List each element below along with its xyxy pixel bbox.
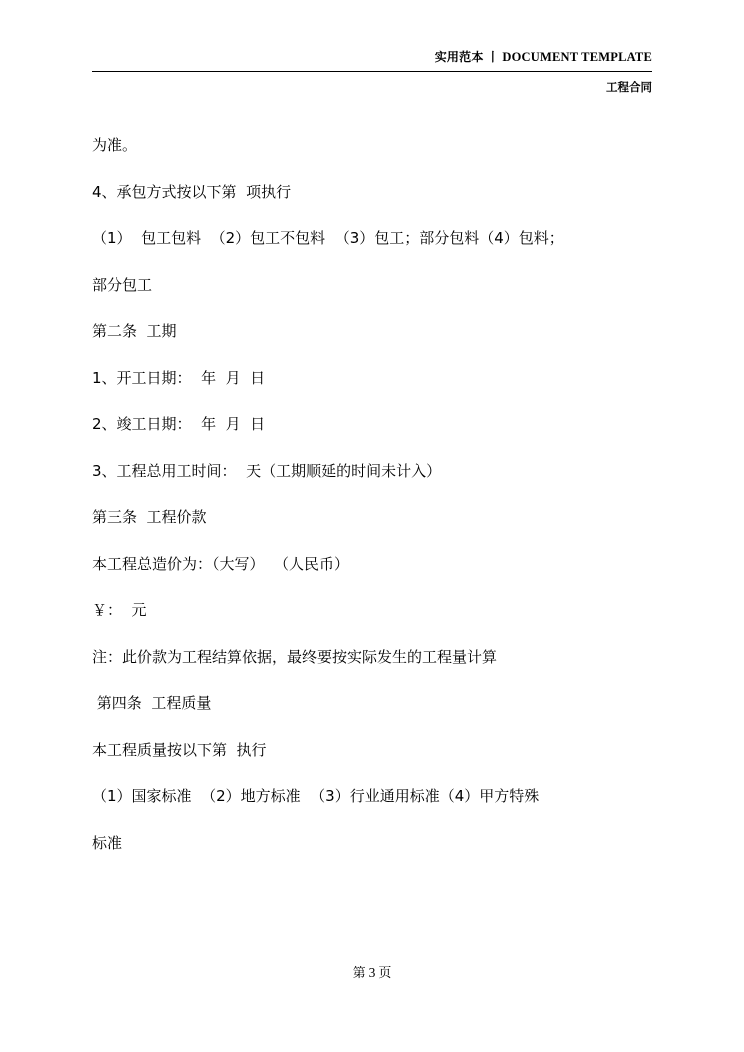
header-brand-separator-glyph: 丨 — [486, 50, 500, 64]
paragraph: ￥： 元 — [92, 601, 147, 619]
page-header — [92, 48, 652, 95]
paragraph: 部分包工 — [92, 275, 153, 294]
header-brand-en-text: DOCUMENT TEMPLATE — [502, 50, 652, 64]
header-divider — [92, 71, 652, 72]
footer-suffix: 页 — [378, 966, 392, 981]
paragraph: 本工程总造价为：（大写） （人民币） — [92, 554, 350, 573]
page-footer — [0, 962, 744, 981]
paragraph: 注：此价款为工程结算依据，最终要按实际发生的工程量计算 — [92, 647, 498, 666]
paragraph: 2、竣工日期： 年 月 日 — [92, 415, 266, 433]
paragraph: 第二条 工期 — [92, 322, 177, 340]
paragraph: 本工程质量按以下第 执行 — [92, 740, 267, 759]
paragraph: 3、工程总用工时间： 天（工期顺延的时间未计入） — [92, 461, 442, 480]
paragraph: 1、开工日期： 年 月 日 — [92, 368, 266, 387]
paragraph: 第四条 工程质量 — [92, 694, 212, 712]
header-doc-type: 工程合同 — [606, 80, 652, 94]
header-brand-cn: 实用范本 — [434, 50, 484, 64]
paragraph: （1） 包工包料 （2）包工不包料 （3）包工；部分包料（4）包料； — [92, 229, 564, 247]
document-body — [92, 133, 664, 877]
paragraph: （1）国家标准 （2）地方标准 （3）行业通用标准（4）甲方特殊 — [92, 787, 540, 805]
footer-prefix: 第 — [352, 966, 366, 981]
paragraph: 标准 — [92, 833, 123, 852]
paragraph: 为准。 — [92, 136, 138, 154]
paragraph: 第三条 工程价款 — [92, 508, 207, 526]
paragraph: 4、承包方式按以下第 项执行 — [92, 182, 292, 201]
header-brand — [92, 48, 652, 65]
footer-page-number: 3 — [368, 965, 376, 980]
